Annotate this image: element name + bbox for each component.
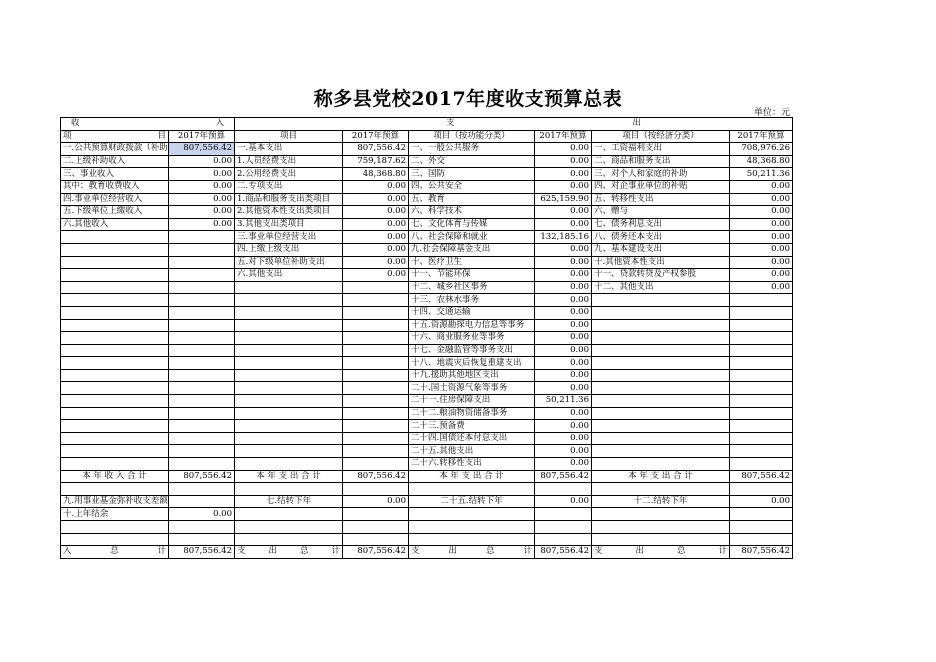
income-item-cell: [61, 256, 169, 269]
func-value-cell: 0.00: [535, 382, 592, 395]
income-value-cell: [169, 407, 235, 420]
expend-value-cell: 0.00: [343, 243, 409, 256]
income-item-cell: [61, 306, 169, 319]
func-value-cell: 0.00: [535, 206, 592, 219]
expend-value-cell: 48,368.80: [343, 168, 409, 181]
income-total-value: 807,556.42: [169, 546, 235, 559]
income-item-cell: 一.公共预算财政拨款（补助: [61, 143, 169, 156]
econ-value-cell: [730, 382, 793, 395]
econ-item-cell: [592, 344, 730, 357]
econ-item-cell: 六、赠与: [592, 206, 730, 219]
expend-item-cell: [235, 369, 343, 382]
econ-item-cell: [592, 382, 730, 395]
expend-carry-label: 七.结转下年: [235, 495, 343, 508]
income-item-cell: [61, 332, 169, 345]
table-row: [61, 319, 793, 332]
econ-value-cell: [730, 407, 793, 420]
income-item-char-a: 项: [63, 130, 72, 141]
expend-item-cell: [235, 407, 343, 420]
expend-item-cell: 六.其他支出: [235, 269, 343, 282]
expend-subtotal-value: 807,556.42: [343, 470, 409, 483]
table-row: [61, 407, 793, 420]
income-group-char-b: 入: [215, 118, 224, 129]
table-row: [61, 369, 793, 382]
expend-item-cell: 二.专项支出: [235, 180, 343, 193]
expend-item-cell: [235, 319, 343, 332]
carry-row: [61, 495, 793, 508]
func-value-cell: 0.00: [535, 319, 592, 332]
func-value-cell: 0.00: [535, 306, 592, 319]
econ-item-cell: [592, 332, 730, 345]
econ-value-cell: [730, 432, 793, 445]
table-row: [61, 445, 793, 458]
expend-total-value: 807,556.42: [343, 546, 409, 559]
table-row: [61, 143, 793, 156]
income-value-cell: [169, 306, 235, 319]
econ-value-cell: [730, 395, 793, 408]
expend-group-char-b: 出: [632, 118, 641, 129]
expend-item-cell: 四.上缴上级支出: [235, 243, 343, 256]
func-item-cell: 十、医疗卫生: [409, 256, 535, 269]
func-item-cell: 十二、城乡社区事务: [409, 281, 535, 294]
budget-table: [60, 117, 793, 559]
table-row: [61, 193, 793, 206]
econ-item-cell: 九、基本建设支出: [592, 243, 730, 256]
expend-value-cell: 0.00: [343, 193, 409, 206]
expend-item-cell: [235, 344, 343, 357]
econ-item-cell: [592, 357, 730, 370]
income-value-cell: [169, 369, 235, 382]
table-row: [61, 231, 793, 244]
econ-subtotal-value: 807,556.42: [730, 470, 793, 483]
func-item-cell: 三、国防: [409, 168, 535, 181]
expend-item-cell: 3.其他支出类项目: [235, 218, 343, 231]
income-subtotal-label: 本 年 收 入 合 计: [61, 470, 169, 483]
income-item-cell: [61, 319, 169, 332]
income-value-cell: [169, 231, 235, 244]
func-item-cell: 十七、金融监管等事务支出: [409, 344, 535, 357]
econ-item-cell: [592, 395, 730, 408]
func-value-cell: 0.00: [535, 407, 592, 420]
econ-value-cell: 0.00: [730, 269, 793, 282]
expend-group-header: [235, 118, 793, 131]
income-item-cell: 五.下级单位上缴收入: [61, 206, 169, 219]
income-value-cell: [169, 256, 235, 269]
econ-item-cell: [592, 420, 730, 433]
page-title: 称多县党校2017年度收支预算总表: [313, 88, 623, 110]
func-value-cell: 50,211.36: [535, 395, 592, 408]
expend-value-cell: [343, 458, 409, 471]
econ-item-cell: [592, 369, 730, 382]
expend-item-cell: 2.公用经费支出: [235, 168, 343, 181]
income-item-header: [61, 130, 169, 143]
func-carry-label: 二十五.结转下年: [409, 495, 535, 508]
func-value-cell: 0.00: [535, 458, 592, 471]
func-value-cell: 0.00: [535, 432, 592, 445]
econ-value-cell: 708,976.26: [730, 143, 793, 156]
table-row: [61, 344, 793, 357]
table-row: [61, 180, 793, 193]
expend-item-header: 项目: [235, 130, 343, 143]
econ-budget-header: 2017年预算: [730, 130, 793, 143]
spacer-row: [61, 521, 793, 534]
expend-value-cell: [343, 281, 409, 294]
func-item-cell: 十六、商业服务业等事务: [409, 332, 535, 345]
econ-carry-value: 0.00: [730, 495, 793, 508]
func-item-cell: 二十三.预备费: [409, 420, 535, 433]
income-item-cell: [61, 458, 169, 471]
table-row: [61, 218, 793, 231]
func-value-cell: 0.00: [535, 357, 592, 370]
expend-item-cell: [235, 420, 343, 433]
income-item-cell: [61, 269, 169, 282]
econ-item-cell: 十一、贷款转贷及产权参股: [592, 269, 730, 282]
func-value-cell: 625,159.90: [535, 193, 592, 206]
func-item-cell: 十一、节能环保: [409, 269, 535, 282]
expend-value-cell: [343, 395, 409, 408]
income-carry-label: 九.用事业基金弥补收支差额: [61, 495, 169, 508]
income-item-cell: [61, 369, 169, 382]
expend-value-cell: [343, 319, 409, 332]
func-subtotal-value: 807,556.42: [535, 470, 592, 483]
func-item-cell: 十五.资源勘探电力信息等事务: [409, 319, 535, 332]
expend-item-cell: [235, 306, 343, 319]
income-value-cell: [169, 445, 235, 458]
econ-value-cell: [730, 420, 793, 433]
unit-label: 单位：元: [754, 108, 791, 118]
expend-item-cell: [235, 458, 343, 471]
income-group-header: [61, 118, 235, 131]
econ-item-cell: [592, 458, 730, 471]
table-row: [61, 332, 793, 345]
func-item-cell: 二十二.粮油物资储备事务: [409, 407, 535, 420]
expend-item-cell: 一.基本支出: [235, 143, 343, 156]
func-item-cell: 六、科学技术: [409, 206, 535, 219]
income-item-cell: [61, 382, 169, 395]
func-item-cell: 二十一.住房保障支出: [409, 395, 535, 408]
func-subtotal-label: 本 年 支 出 合 计: [409, 470, 535, 483]
income-value-cell: [169, 332, 235, 345]
econ-item-cell: 三、对个人和家庭的补助: [592, 168, 730, 181]
expend-subtotal-label: 本 年 支 出 合 计: [235, 470, 343, 483]
func-item-cell: 四、公共安全: [409, 180, 535, 193]
econ-item-cell: [592, 319, 730, 332]
expend-item-cell: [235, 294, 343, 307]
econ-item-cell: 十二、其他支出: [592, 281, 730, 294]
econ-item-cell: 五、转移性支出: [592, 193, 730, 206]
income-item-cell: [61, 445, 169, 458]
econ-value-cell: 48,368.80: [730, 155, 793, 168]
income-value-cell: [169, 269, 235, 282]
func-value-cell: 0.00: [535, 218, 592, 231]
income-value-cell: [169, 319, 235, 332]
func-value-cell: 0.00: [535, 256, 592, 269]
expend-total-label: 支 出 总 计: [235, 546, 343, 559]
econ-item-cell: 八、债务还本支出: [592, 231, 730, 244]
group-header-row: [61, 118, 793, 131]
expend-value-cell: [343, 332, 409, 345]
econ-item-cell: [592, 432, 730, 445]
econ-item-cell: [592, 294, 730, 307]
econ-carry-label: 十二.结转下年: [592, 495, 730, 508]
func-item-cell: 一、一般公共服务: [409, 143, 535, 156]
last-year-row: [61, 508, 793, 521]
econ-value-cell: [730, 344, 793, 357]
econ-total-value: 807,556.42: [730, 546, 793, 559]
func-value-cell: 0.00: [535, 420, 592, 433]
func-value-cell: 0.00: [535, 269, 592, 282]
func-value-cell: 0.00: [535, 281, 592, 294]
func-value-cell: 0.00: [535, 180, 592, 193]
table-row: [61, 243, 793, 256]
income-item-cell: 四.事业单位经营收入: [61, 193, 169, 206]
econ-value-cell: 0.00: [730, 231, 793, 244]
expend-value-cell: [343, 306, 409, 319]
expend-value-cell: [343, 420, 409, 433]
table-row: [61, 382, 793, 395]
expend-value-cell: 0.00: [343, 206, 409, 219]
income-item-cell: [61, 357, 169, 370]
econ-value-cell: [730, 445, 793, 458]
econ-value-cell: [730, 458, 793, 471]
econ-item-cell: 十.其他资本性支出: [592, 256, 730, 269]
income-value-cell: 0.00: [169, 155, 235, 168]
expend-value-cell: 0.00: [343, 231, 409, 244]
func-value-cell: 0.00: [535, 294, 592, 307]
income-group-char-a: 收: [71, 118, 80, 129]
income-item-cell: [61, 344, 169, 357]
expend-budget-header: 2017年预算: [343, 130, 409, 143]
income-item-cell: [61, 281, 169, 294]
func-item-cell: 十三、农林水事务: [409, 294, 535, 307]
income-value-cell: 807,556.42: [169, 143, 235, 156]
expend-value-cell: 0.00: [343, 218, 409, 231]
expend-value-cell: [343, 382, 409, 395]
income-value-cell: [169, 395, 235, 408]
func-item-header: 项目（按功能分类）: [409, 130, 535, 143]
expend-item-cell: 五.对下级单位补助支出: [235, 256, 343, 269]
func-carry-value: 0.00: [535, 495, 592, 508]
func-total-label: 支 出 总 计: [409, 546, 535, 559]
subtotal-row: [61, 470, 793, 483]
income-subtotal-value: 807,556.42: [169, 470, 235, 483]
econ-value-cell: 0.00: [730, 180, 793, 193]
econ-item-cell: 七、债务利息支出: [592, 218, 730, 231]
econ-value-cell: 0.00: [730, 193, 793, 206]
income-value-cell: 0.00: [169, 206, 235, 219]
func-item-cell: 二、外交: [409, 155, 535, 168]
income-item-cell: [61, 395, 169, 408]
econ-item-cell: 二、商品和服务支出: [592, 155, 730, 168]
income-item-cell: [61, 420, 169, 433]
last-year-value: 0.00: [169, 508, 235, 521]
func-item-cell: 九.社会保障基金支出: [409, 243, 535, 256]
income-value-cell: [169, 420, 235, 433]
expend-value-cell: 807,556.42: [343, 143, 409, 156]
expend-item-cell: 1.人员经费支出: [235, 155, 343, 168]
econ-value-cell: 0.00: [730, 281, 793, 294]
func-item-cell: 二十五.其他支出: [409, 445, 535, 458]
income-value-cell: [169, 243, 235, 256]
expend-item-cell: [235, 382, 343, 395]
func-value-cell: 0.00: [535, 168, 592, 181]
table-row: [61, 395, 793, 408]
table-row: [61, 256, 793, 269]
econ-value-cell: [730, 319, 793, 332]
income-item-cell: 三、事业收入: [61, 168, 169, 181]
expend-value-cell: 759,187.62: [343, 155, 409, 168]
func-value-cell: 0.00: [535, 243, 592, 256]
income-value-cell: [169, 294, 235, 307]
econ-value-cell: 0.00: [730, 206, 793, 219]
income-value-cell: [169, 357, 235, 370]
expend-value-cell: 0.00: [343, 180, 409, 193]
income-item-cell: [61, 294, 169, 307]
func-item-cell: 十四、交通运输: [409, 306, 535, 319]
expend-item-cell: [235, 432, 343, 445]
econ-value-cell: 0.00: [730, 256, 793, 269]
func-item-cell: 十九.援助其他地区支出: [409, 369, 535, 382]
table-row: [61, 269, 793, 282]
table-row: [61, 432, 793, 445]
func-value-cell: 0.00: [535, 344, 592, 357]
econ-subtotal-label: 本 年 支 出 合 计: [592, 470, 730, 483]
expend-value-cell: [343, 357, 409, 370]
table-row: [61, 168, 793, 181]
func-budget-header: 2017年预算: [535, 130, 592, 143]
func-item-cell: 五、教育: [409, 193, 535, 206]
func-value-cell: 0.00: [535, 445, 592, 458]
func-item-cell: 十八、地震灾后恢复重建支出: [409, 357, 535, 370]
income-value-cell: [169, 432, 235, 445]
income-value-cell: 0.00: [169, 218, 235, 231]
func-value-cell: 0.00: [535, 332, 592, 345]
expend-item-cell: 三.事业单位经营支出: [235, 231, 343, 244]
func-value-cell: 0.00: [535, 143, 592, 156]
expend-value-cell: [343, 344, 409, 357]
expend-item-cell: 1.商品和服务支出类项目: [235, 193, 343, 206]
income-item-cell: 二.上级补助收入: [61, 155, 169, 168]
econ-item-cell: 一、工资福利支出: [592, 143, 730, 156]
income-value-cell: 0.00: [169, 193, 235, 206]
econ-value-cell: 0.00: [730, 243, 793, 256]
econ-value-cell: [730, 369, 793, 382]
income-total-label: 入 总 计: [61, 546, 169, 559]
expend-item-cell: [235, 445, 343, 458]
table-row: [61, 155, 793, 168]
income-value-cell: [169, 458, 235, 471]
econ-total-label: 支 出 总 计: [592, 546, 730, 559]
income-value-cell: 0.00: [169, 180, 235, 193]
econ-value-cell: [730, 306, 793, 319]
expend-value-cell: [343, 407, 409, 420]
func-total-value: 807,556.42: [535, 546, 592, 559]
income-carry-value: [169, 495, 235, 508]
income-item-cell: [61, 243, 169, 256]
income-value-cell: 0.00: [169, 168, 235, 181]
table-row: [61, 306, 793, 319]
expend-item-cell: 2.其他资本性支出类项目: [235, 206, 343, 219]
income-item-char-b: 目: [157, 130, 166, 141]
expend-value-cell: [343, 445, 409, 458]
table-row: [61, 357, 793, 370]
expend-item-cell: [235, 281, 343, 294]
expend-item-cell: [235, 332, 343, 345]
func-value-cell: 0.00: [535, 369, 592, 382]
income-value-cell: [169, 382, 235, 395]
expend-group-char-a: 支: [445, 118, 455, 129]
func-item-cell: 二十.国土资源气象等事务: [409, 382, 535, 395]
income-item-cell: [61, 407, 169, 420]
expend-value-cell: 0.00: [343, 269, 409, 282]
econ-item-cell: [592, 306, 730, 319]
func-value-cell: 132,185.16: [535, 231, 592, 244]
econ-item-cell: [592, 445, 730, 458]
econ-value-cell: [730, 357, 793, 370]
table-row: [61, 206, 793, 219]
expend-value-cell: 0.00: [343, 256, 409, 269]
spacer-row: [61, 483, 793, 496]
table-row: [61, 458, 793, 471]
econ-item-cell: 四、对企事业单位的补贴: [592, 180, 730, 193]
income-item-cell: [61, 432, 169, 445]
econ-item-cell: [592, 407, 730, 420]
expend-value-cell: [343, 369, 409, 382]
econ-value-cell: [730, 332, 793, 345]
func-item-cell: 八、社会保障和就业: [409, 231, 535, 244]
income-item-cell: [61, 231, 169, 244]
income-value-cell: [169, 344, 235, 357]
spacer-row: [61, 533, 793, 546]
income-value-cell: [169, 281, 235, 294]
table-row: [61, 420, 793, 433]
econ-item-header: 项目（按经济分类）: [592, 130, 730, 143]
econ-value-cell: [730, 294, 793, 307]
total-row: [61, 546, 793, 559]
income-item-cell: 六.其他收入: [61, 218, 169, 231]
expend-value-cell: [343, 432, 409, 445]
expend-item-cell: [235, 357, 343, 370]
column-header-row: [61, 130, 793, 143]
func-item-cell: 二十六.转移性支出: [409, 458, 535, 471]
income-budget-header: 2017年预算: [169, 130, 235, 143]
func-value-cell: 0.00: [535, 155, 592, 168]
last-year-label: 十.上年结余: [61, 508, 169, 521]
income-item-cell: 其中：教育收费收入: [61, 180, 169, 193]
func-item-cell: 二十四.国债还本付息支出: [409, 432, 535, 445]
expend-carry-value: 0.00: [343, 495, 409, 508]
table-row: [61, 294, 793, 307]
table-row: [61, 281, 793, 294]
expend-value-cell: [343, 294, 409, 307]
econ-value-cell: 50,211.36: [730, 168, 793, 181]
econ-value-cell: 0.00: [730, 218, 793, 231]
expend-item-cell: [235, 395, 343, 408]
func-item-cell: 七、文化体育与传媒: [409, 218, 535, 231]
